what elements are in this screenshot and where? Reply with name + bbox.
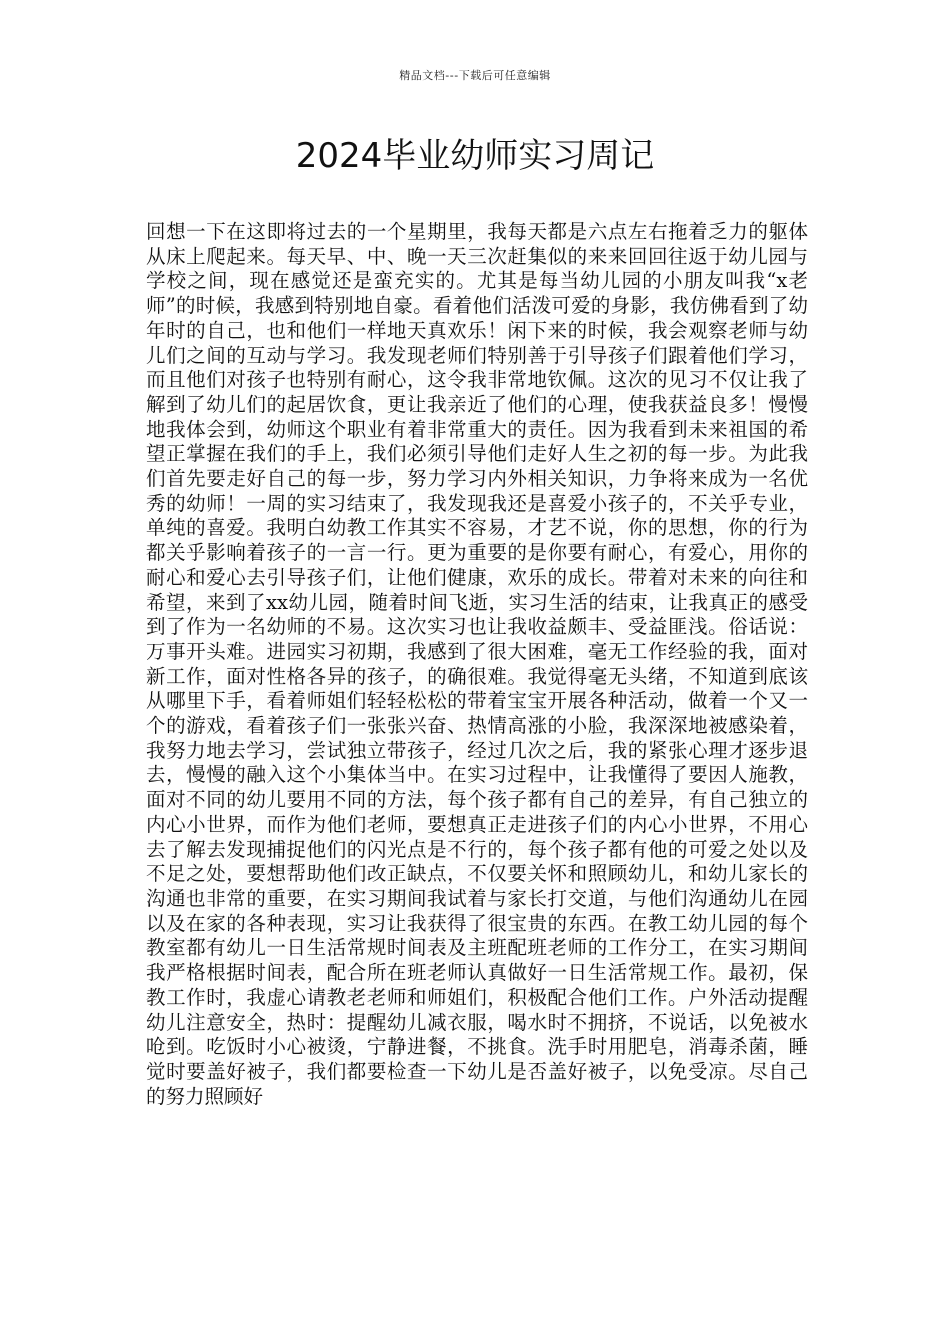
document-title: 2024毕业幼师实习周记: [295, 136, 655, 176]
header-note: 精品文档---下载后可任意编辑: [399, 69, 551, 82]
body-paragraph: 回想一下在这即将过去的一个星期里，我每天都是六点左右拖着乏力的躯体从床上爬起来。每天早、中、晚一天三次赶集似的来来回回往返于幼儿园与学校之间，现在感觉还是蛮充实的。尤其是每当幼儿园的小朋友叫我“x老师”的时候，我感到特别地自豪。看着他们活泼可爱的身影，我仿佛看到了幼年时的自己，也和他们一样地天真欢乐！闲下来的时候，我会观察老师与幼儿们之间的互动与学习。我发现老师们特别善于引导孩子们跟着他们学习，而且他们对孩子也特别有耐心，这令我非常地钦佩。这次的见习不仅让我了解到了幼儿们的起居饮食，更让我亲近了他们的心理，使我获益良多！慢慢地我体会到，幼师这个职业有着非常重大的责任。因为我看到未来祖国的希望正掌握在我们的手上，我们必须引导他们走好人生之初的每一步。为此我们首先要走好自己的每一步，努力学习内外相关知识，力争将来成为一名优秀的幼师！一周的实习结束了，我发现我还是喜爱小孩子的，不关乎专业，单纯的喜爱。我明白幼教工作其实不容易，才艺不说，你的思想，你的行为都关乎影响着孩子的一言一行。更为重要的是你要有耐心，有爱心，用你的耐心和爱心去引导孩子们，让他们健康，欢乐的成长。带着对未来的向往和希望，来到了xx幼儿园，随着时间飞逝，实习生活的结束，让我真正的感受到了作为一名幼师的不易。这次实习也让我收益颇丰、受益匪浅。俗话说：万事开头难。进园实习初期，我感到了很大困难，毫无工作经验的我，面对新工作，面对性格各异的孩子，的确很难。我觉得毫无头绪，不知道到底该从哪里下手，看着师姐们轻轻松松的带着宝宝开展各种活动，做着一个又一个的游戏，看着孩子们一张张兴奋、热情高涨的小脸，我深深地被感染着，我努力地去学习，尝试独立带孩子，经过几次之后，我的紧张心理才逐步退去，慢慢的融入这个小集体当中。在实习过程中，让我懂得了要因人施教，面对不同的幼儿要用不同的方法，每个孩子都有自己的差异，有自己独立的内心小世界，而作为他们老师，要想真正走进孩子们的内心小世界，不用心去了解去发现捕捉他们的闪光点是不行的，每个孩子都有他的可爱之处以及不足之处，要想帮助他们改正缺点，不仅要关怀和照顾幼儿，和幼儿家长的沟通也非常的重要，在实习期间我试着与家长打交道，与他们沟通幼儿在园以及在家的各种表现，实习让我获得了很宝贵的东西。在教工幼儿园的每个教室都有幼儿一日生活常规时间表及主班配班老师的工作分工，在实习期间我严格根据时间表，配合所在班老师认真做好一日生活常规工作。最初，保教工作时，我虚心请教老老师和师姐们，积极配合他们工作。户外活动提醒幼儿注意安全，热时：提醒幼儿减衣服，喝水时不拥挤，不说话，以免被水呛到。吃饭时小心被烫，宁静进餐，不挑食。洗手时用肥皂，消毒杀菌，睡觉时要盖好被子，我们都要检查一下幼儿是否盖好被子，以免受凉。尽自己的努力照顾好: [146, 220, 808, 1108]
